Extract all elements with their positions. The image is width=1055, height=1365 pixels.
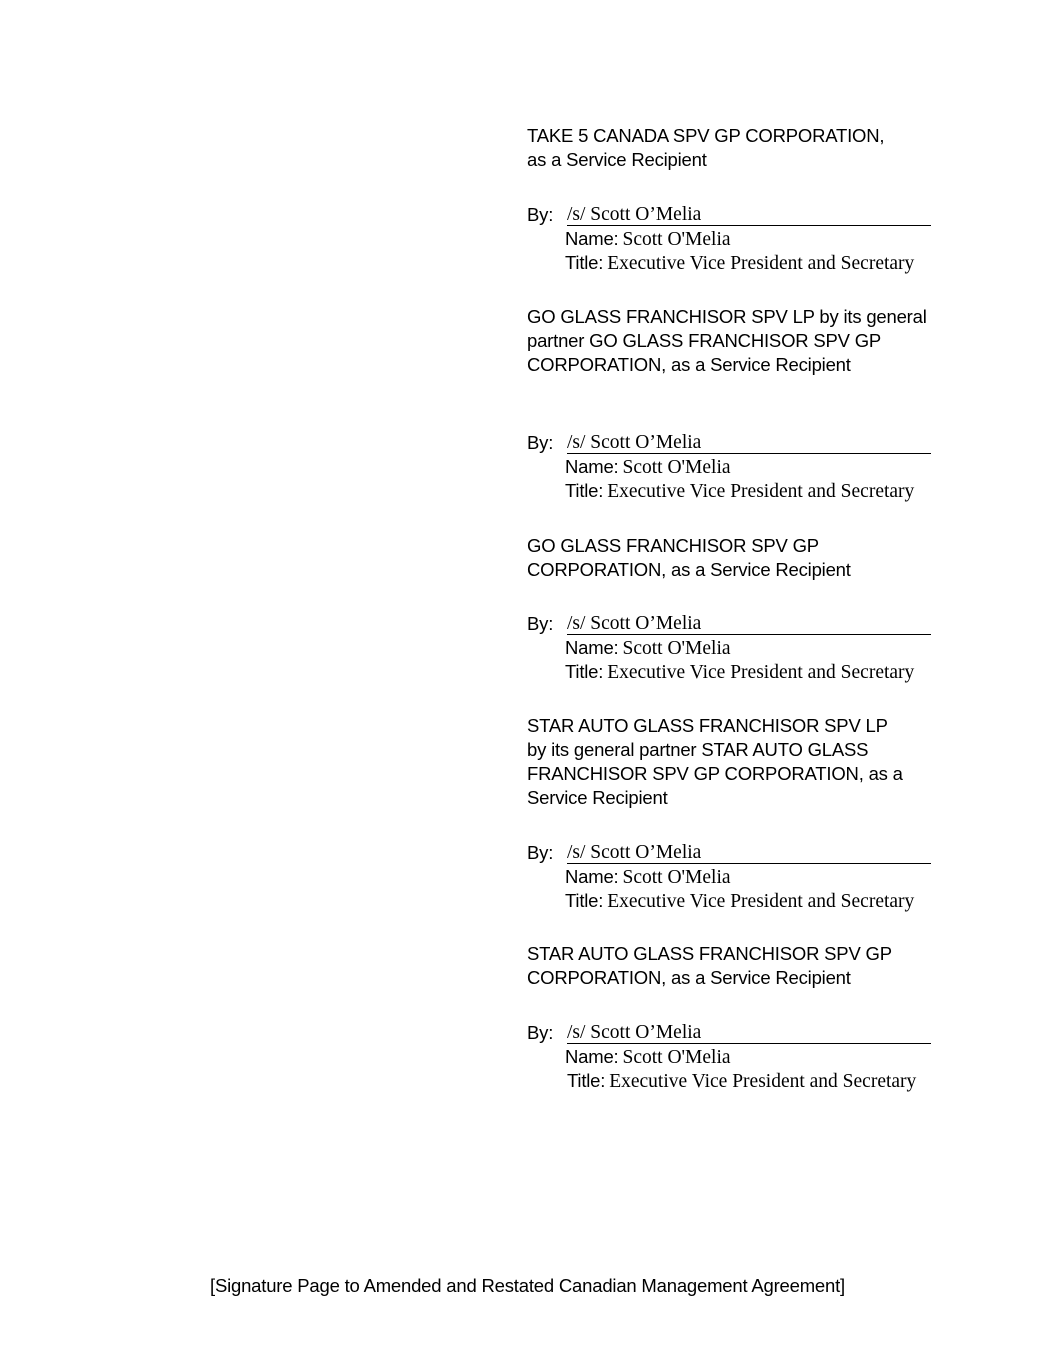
signature-text: /s/ Scott O’Melia [567, 842, 702, 863]
signature-text: /s/ Scott O’Melia [567, 1022, 702, 1043]
title-label: Title: [565, 252, 604, 273]
title-label: Title: [565, 480, 604, 501]
signature-text: /s/ Scott O’Melia [567, 432, 702, 453]
name-label: Name: [565, 637, 619, 658]
by-row [527, 203, 967, 227]
title-row [527, 251, 967, 275]
signature-line [567, 841, 931, 864]
entity-name-star-auto-glass-lp: STAR AUTO GLASS FRANCHISOR SPV LP by its general partner STAR AUTO GLASS FRANCHISOR SPV GP CORPORATION, as a Service Recipient [527, 715, 903, 808]
signatory-title: Executive Vice President and Secretary [607, 481, 915, 502]
signature-line [567, 203, 931, 226]
name-label: Name: [565, 456, 619, 477]
name-label: Name: [565, 1046, 619, 1067]
entity-name-take5-canada-gp: TAKE 5 CANADA SPV GP CORPORATION, as a Service Recipient [527, 125, 885, 170]
signature-line [567, 431, 931, 454]
entity-name-go-glass-gp: GO GLASS FRANCHISOR SPV GP CORPORATION, as a Service Recipient [527, 535, 851, 580]
by-row [527, 431, 967, 455]
signature-line [567, 612, 931, 635]
by-label: By: [527, 1022, 554, 1043]
by-row [527, 612, 967, 636]
signature-line [567, 1021, 931, 1044]
signatory-name: Scott O'Melia [622, 1047, 731, 1068]
title-row [527, 1069, 967, 1093]
title-row [527, 479, 967, 503]
signatory-name: Scott O'Melia [622, 229, 731, 250]
signatory-title: Executive Vice President and Secretary [607, 891, 915, 912]
page-footer: [Signature Page to Amended and Restated Canadian Management Agreement] [210, 1275, 845, 1296]
by-label: By: [527, 842, 554, 863]
signature-block-star-auto-glass-lp [527, 841, 967, 913]
by-row [527, 841, 967, 865]
entity-name-go-glass-lp: GO GLASS FRANCHISOR SPV LP by its general partner GO GLASS FRANCHISOR SPV GP CORPORATION, as a Service Recipient [527, 306, 927, 375]
name-row [527, 1045, 967, 1069]
title-label: Title: [565, 890, 604, 911]
by-label: By: [527, 204, 554, 225]
by-label: By: [527, 432, 554, 453]
name-row [527, 865, 967, 889]
name-row [527, 227, 967, 251]
title-label: Title: [567, 1070, 606, 1091]
title-row [527, 660, 967, 684]
signatory-title: Executive Vice President and Secretary [609, 1071, 917, 1092]
signature-text: /s/ Scott O’Melia [567, 613, 702, 634]
signatory-name: Scott O'Melia [622, 638, 731, 659]
signature-text: /s/ Scott O’Melia [567, 204, 702, 225]
name-row [527, 455, 967, 479]
by-row [527, 1021, 967, 1045]
signatory-name: Scott O'Melia [622, 457, 731, 478]
signatory-title: Executive Vice President and Secretary [607, 253, 915, 274]
name-row [527, 636, 967, 660]
signature-block-star-auto-glass-gp [527, 1021, 967, 1093]
signatory-name: Scott O'Melia [622, 867, 731, 888]
name-label: Name: [565, 228, 619, 249]
title-row [527, 889, 967, 913]
signature-block-take5-canada-gp [527, 203, 967, 275]
signatory-title: Executive Vice President and Secretary [607, 662, 915, 683]
title-label: Title: [565, 661, 604, 682]
signature-block-go-glass-lp [527, 431, 967, 503]
by-label: By: [527, 613, 554, 634]
name-label: Name: [565, 866, 619, 887]
entity-name-star-auto-glass-gp: STAR AUTO GLASS FRANCHISOR SPV GP CORPORATION, as a Service Recipient [527, 943, 892, 988]
signature-block-go-glass-gp [527, 612, 967, 684]
